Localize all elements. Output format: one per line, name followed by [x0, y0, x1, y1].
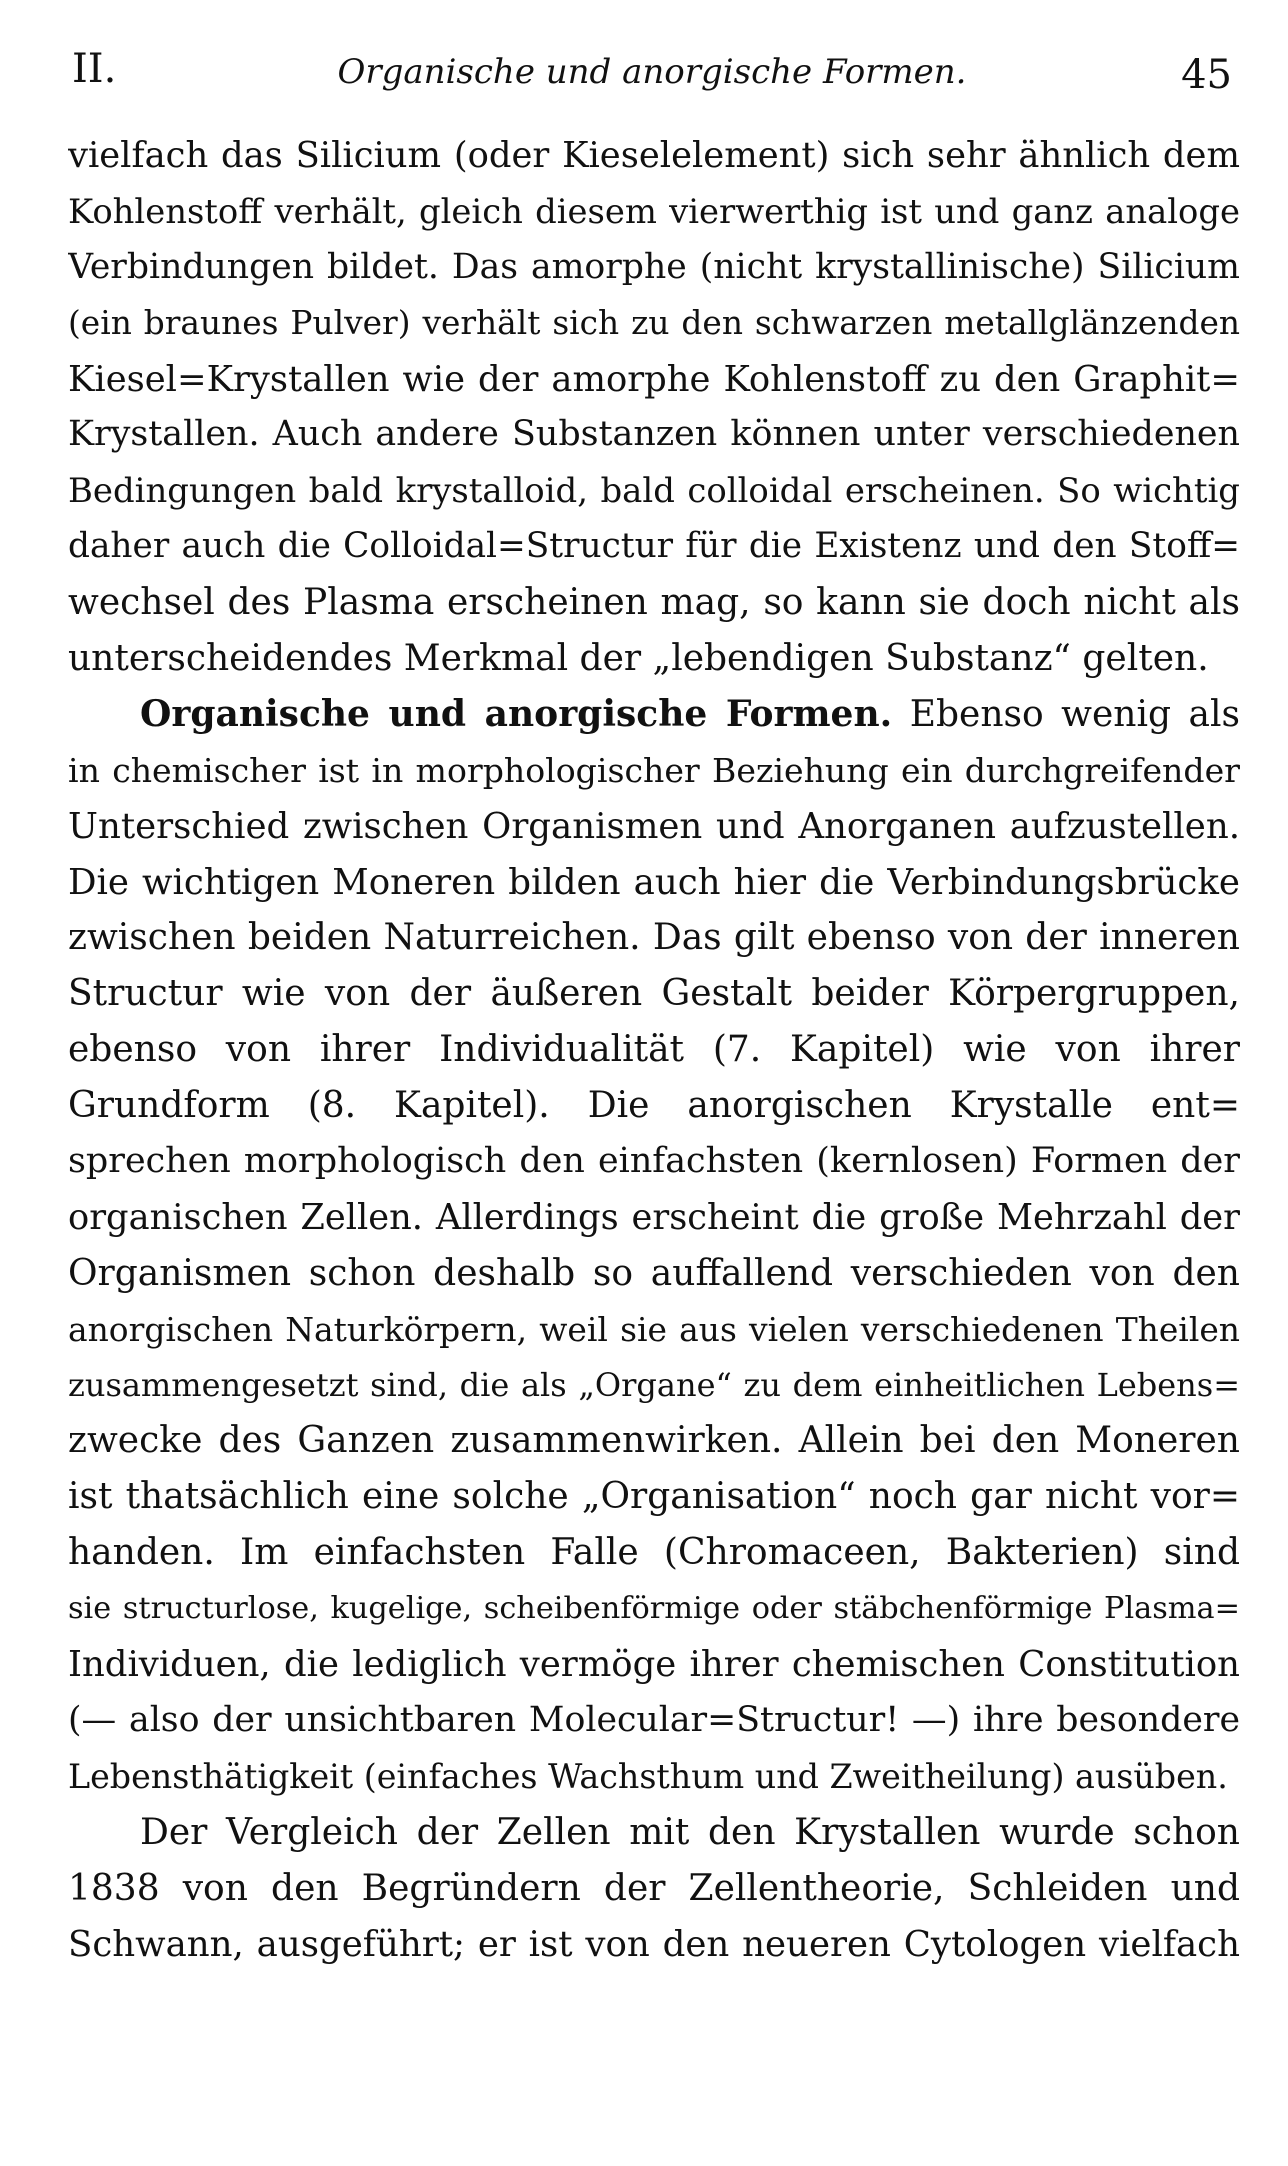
text-line: anorgischen Naturkörpern, weil sie aus vielen verschiedenen Theilen [68, 1309, 1240, 1349]
paragraph-organische-formen [68, 687, 1240, 1805]
text-line: organischen Zellen. Allerdings erscheint die große Mehrzahl der [68, 1196, 1240, 1238]
text-line: wechsel des Plasma erscheinen mag, so kann sie doch nicht als [68, 582, 1240, 624]
text-line: Schwann, ausgeführt; er ist von den neueren Cytologen vielfach [68, 1923, 1240, 1965]
text-line: Kohlenstoff verhält, gleich diesem vierwerthig ist und ganz analoge [68, 191, 1240, 231]
text-line: zwecke des Ganzen zusammenwirken. Allein bei den Moneren [68, 1420, 1240, 1462]
text-line: handen. Im einfachsten Falle (Chromaceen, Bakterien) sind [68, 1532, 1240, 1574]
text-line: ebenso von ihrer Individualität (7. Kapitel) wie von ihrer [68, 1029, 1240, 1071]
text-line: Grundform (8. Kapitel). Die anorgischen Krystalle ent= [68, 1085, 1240, 1127]
text-line: Lebensthätigkeit (einfaches Wachsthum und Zweitheilung) ausüben. [68, 1756, 1228, 1796]
text-line: (ein braunes Pulver) verhält sich zu den schwarzen metallglänzenden [68, 303, 1240, 342]
text-line: unterscheidendes Merkmal der „lebendigen Substanz“ gelten. [68, 638, 1209, 680]
text-line: in chemischer ist in morphologischer Beziehung ein durchgreifender [68, 750, 1240, 790]
paragraph-silicium [68, 128, 1240, 687]
text-line [68, 687, 1240, 743]
running-head [72, 46, 1232, 106]
running-title: Organische und anorgische Formen. [337, 52, 967, 92]
text-line: Krystallen. Auch andere Substanzen können unter verschiedenen [68, 414, 1240, 455]
text-line: sprechen morphologisch den einfachsten (kernlosen) Formen der [68, 1141, 1240, 1182]
text-line: zusammengesetzt sind, die als „Organe“ zu dem einheitlichen Lebens= [68, 1365, 1240, 1404]
text-line: Verbindungen bildet. Das amorphe (nicht krystallinische) Silicium [68, 246, 1240, 287]
body-text [68, 128, 1240, 1972]
section-run-in-heading: Organische und anorgische Formen. [140, 692, 893, 735]
text-line: vielfach das Silicium (oder Kieselelement) sich sehr ähnlich dem [68, 135, 1240, 176]
text-line: Bedingungen bald krystalloid, bald colloidal erscheinen. So wichtig [68, 471, 1240, 511]
text-line: zwischen beiden Naturreichen. Das gilt ebenso von der inneren [68, 917, 1240, 959]
page-number: 45 [1181, 52, 1232, 98]
text-line: Individuen, die lediglich vermöge ihrer chemischen Constitution [68, 1644, 1240, 1686]
text-line: (— also der unsichtbaren Molecular=Structur! —) ihre besondere [68, 1699, 1240, 1740]
text-line: Die wichtigen Moneren bilden auch hier die Verbindungsbrücke [68, 861, 1240, 903]
text-line: ist thatsächlich eine solche „Organisation“ noch gar nicht vor= [68, 1476, 1240, 1518]
text-line: Der Vergleich der Zellen mit den Krystallen wurde schon [140, 1811, 1240, 1853]
first-line-text: Ebenso wenig als [909, 693, 1240, 735]
text-line: Structur wie von der äußeren Gestalt beider Körpergruppen, [68, 973, 1240, 1015]
text-line: Organismen schon deshalb so auffallend verschieden von den [68, 1252, 1240, 1294]
text-line: sie structurlose, kugelige, scheibenförmige oder stäbchenförmige Plasma= [68, 1591, 1240, 1627]
text-line: Kiesel=Krystallen wie der amorphe Kohlenstoff zu den Graphit= [68, 358, 1240, 400]
paragraph-vergleich [68, 1805, 1240, 1973]
text-line: 1838 von den Begründern der Zellentheorie, Schleiden und [68, 1867, 1240, 1909]
text-line: daher auch die Colloidal=Structur für die Existenz und den Stoff= [68, 526, 1240, 567]
chapter-number: II. [72, 46, 117, 92]
text-line: Unterschied zwischen Organismen und Anorganen aufzustellen. [68, 805, 1240, 847]
